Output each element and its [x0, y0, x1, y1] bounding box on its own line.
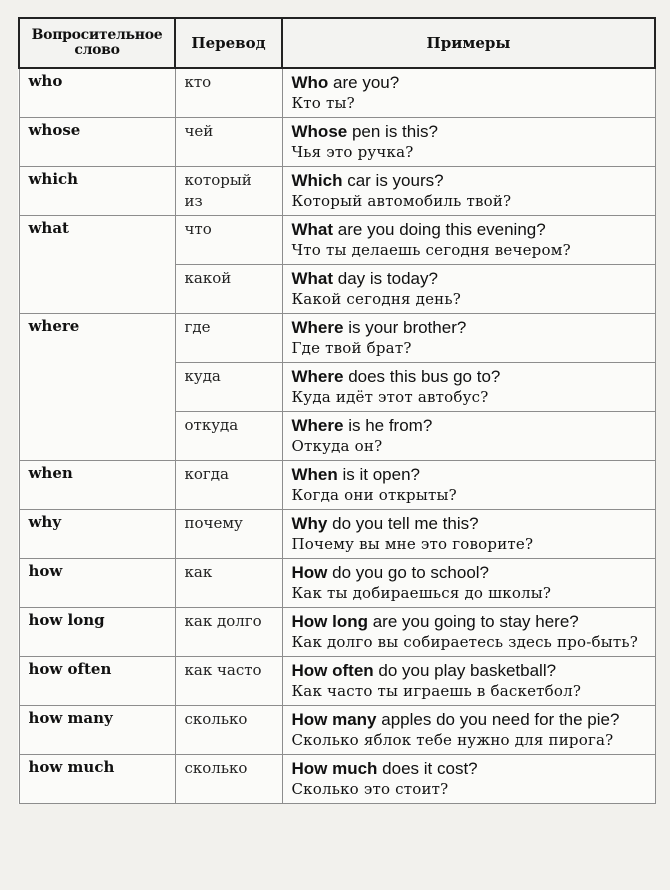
- translation-cell: когда: [175, 461, 282, 510]
- example-keyword: How much: [291, 759, 378, 778]
- example-rest: do you tell me this?: [327, 514, 479, 533]
- translation-cell: куда: [175, 363, 282, 412]
- example-ru: Где твой брат?: [291, 339, 412, 357]
- example-en: [292, 121, 647, 142]
- example-rest: are you going to stay here?: [367, 612, 579, 631]
- example-ru: Как часто ты играешь в баскетбол?: [291, 682, 582, 700]
- example-ru: Какой сегодня день?: [291, 290, 461, 308]
- example-rest: pen is this?: [347, 122, 438, 141]
- translation-cell: как долго: [175, 608, 282, 657]
- table-row: [19, 706, 655, 755]
- table-row: [19, 657, 655, 706]
- translation-cell: кто: [175, 68, 282, 118]
- example-ru: Почему вы мне это говорите?: [291, 535, 534, 553]
- example-ru: Кто ты?: [291, 94, 355, 112]
- example-rest: day is today?: [333, 269, 438, 288]
- word-cell: how long: [19, 608, 175, 657]
- header-examples: Примеры: [282, 18, 655, 68]
- translation-cell: где: [175, 314, 282, 363]
- example-cell: [282, 265, 655, 314]
- example-keyword: Who: [291, 73, 329, 92]
- example-rest: apples do you need for the pie?: [376, 710, 620, 729]
- question-words-table: [18, 17, 656, 804]
- example-rest: is your brother?: [343, 318, 467, 337]
- example-en: [292, 366, 647, 387]
- table-row: [19, 167, 655, 216]
- example-cell: [282, 461, 655, 510]
- example-en: [292, 72, 647, 93]
- example-keyword: Whose: [291, 122, 348, 141]
- word-cell: which: [19, 167, 175, 216]
- example-keyword: Where: [291, 318, 344, 337]
- table-row: [19, 216, 655, 265]
- example-ru: Сколько яблок тебе нужно для пирога?: [291, 731, 614, 749]
- word-cell: when: [19, 461, 175, 510]
- translation-cell: сколько: [175, 706, 282, 755]
- example-rest: does it cost?: [377, 759, 478, 778]
- example-en: [292, 317, 647, 338]
- example-keyword: Where: [291, 367, 344, 386]
- table-row: [19, 461, 655, 510]
- example-rest: do you go to school?: [327, 563, 490, 582]
- translation-cell: что: [175, 216, 282, 265]
- example-rest: car is yours?: [342, 171, 444, 190]
- word-cell: how many: [19, 706, 175, 755]
- example-ru: Чья это ручка?: [291, 143, 414, 161]
- example-en: [292, 709, 647, 730]
- example-cell: [282, 706, 655, 755]
- table-row: [19, 510, 655, 559]
- example-cell: [282, 68, 655, 118]
- example-rest: is it open?: [337, 465, 421, 484]
- question-words-table-container: [18, 17, 654, 804]
- example-keyword: How: [291, 563, 328, 582]
- word-cell: how much: [19, 755, 175, 804]
- word-cell: where: [19, 314, 175, 461]
- translation-cell: как: [175, 559, 282, 608]
- table-row: [19, 559, 655, 608]
- example-cell: [282, 118, 655, 167]
- translation-cell: сколько: [175, 755, 282, 804]
- example-keyword: Where: [291, 416, 344, 435]
- table-row: [19, 68, 655, 118]
- translation-cell: почему: [175, 510, 282, 559]
- example-cell: [282, 755, 655, 804]
- example-ru: Сколько это стоит?: [291, 780, 449, 798]
- example-en: [292, 513, 647, 534]
- example-cell: [282, 608, 655, 657]
- translation-cell: как часто: [175, 657, 282, 706]
- example-en: [292, 219, 647, 240]
- header-translation: Перевод: [175, 18, 282, 68]
- example-ru: Что ты делаешь сегодня вечером?: [291, 241, 571, 259]
- translation-cell: который из: [175, 167, 282, 216]
- header-word: Вопросительное слово: [19, 18, 175, 68]
- table-row: [19, 118, 655, 167]
- word-cell: who: [19, 68, 175, 118]
- example-keyword: How long: [291, 612, 368, 631]
- table-row: [19, 314, 655, 363]
- example-ru: Который автомобиль твой?: [291, 192, 512, 210]
- example-ru: Куда идёт этот автобус?: [291, 388, 489, 406]
- example-rest: does this bus go to?: [343, 367, 501, 386]
- example-keyword: What: [291, 269, 334, 288]
- example-keyword: When: [291, 465, 338, 484]
- example-keyword: What: [291, 220, 334, 239]
- example-keyword: Why: [291, 514, 328, 533]
- example-cell: [282, 657, 655, 706]
- example-cell: [282, 363, 655, 412]
- example-ru: Как ты добираешься до школы?: [291, 584, 552, 602]
- translation-cell: чей: [175, 118, 282, 167]
- word-cell: what: [19, 216, 175, 314]
- example-rest: are you doing this evening?: [333, 220, 546, 239]
- word-cell: whose: [19, 118, 175, 167]
- example-cell: [282, 314, 655, 363]
- example-cell: [282, 167, 655, 216]
- translation-cell: какой: [175, 265, 282, 314]
- example-keyword: How many: [291, 710, 377, 729]
- example-en: [292, 170, 647, 191]
- word-cell: why: [19, 510, 175, 559]
- example-rest: do you play basketball?: [373, 661, 557, 680]
- example-en: [292, 415, 647, 436]
- example-keyword: How often: [291, 661, 374, 680]
- example-rest: is he from?: [343, 416, 433, 435]
- example-ru: Откуда он?: [291, 437, 383, 455]
- example-cell: [282, 559, 655, 608]
- example-ru: Как долго вы собираетесь здесь про-быть?: [291, 633, 638, 651]
- example-en: [292, 562, 647, 583]
- word-cell: how often: [19, 657, 175, 706]
- table-row: [19, 608, 655, 657]
- example-cell: [282, 412, 655, 461]
- example-keyword: Which: [291, 171, 343, 190]
- example-cell: [282, 510, 655, 559]
- example-en: [292, 268, 647, 289]
- example-cell: [282, 216, 655, 265]
- table-row: [19, 755, 655, 804]
- example-rest: are you?: [328, 73, 400, 92]
- example-en: [292, 464, 647, 485]
- example-en: [292, 611, 647, 632]
- example-en: [292, 758, 647, 779]
- example-ru: Когда они открыты?: [291, 486, 457, 504]
- example-en: [292, 660, 647, 681]
- word-cell: how: [19, 559, 175, 608]
- header-row: [19, 18, 655, 68]
- translation-cell: откуда: [175, 412, 282, 461]
